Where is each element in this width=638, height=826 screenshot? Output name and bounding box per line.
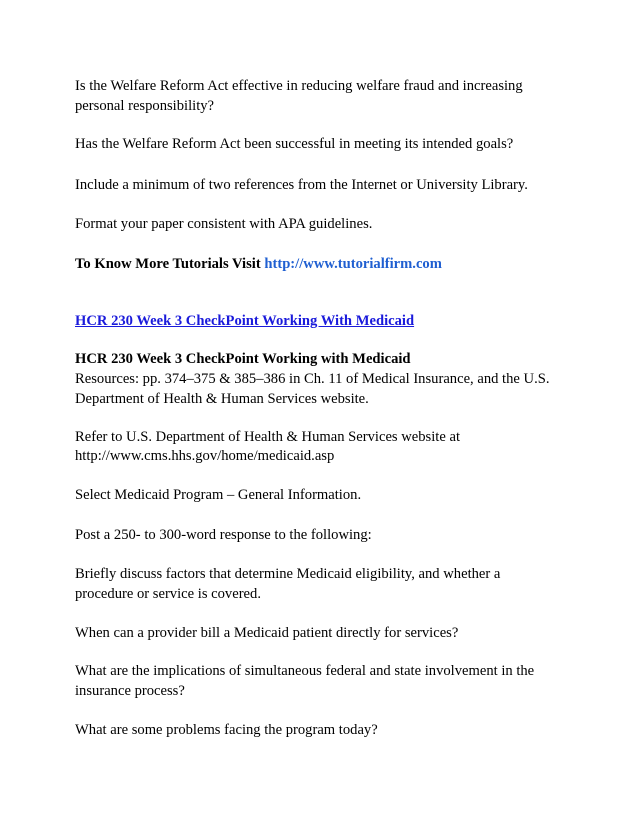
section-heading-link-row (75, 311, 414, 331)
implications-line-2: insurance process? (75, 683, 185, 699)
references-requirement: Include a minimum of two references from the Internet or University Library. (75, 177, 528, 193)
section-title: HCR 230 Week 3 CheckPoint Working with Medicaid (75, 351, 411, 367)
question-welfare-effective-line-2: personal responsibility? (75, 98, 215, 114)
discuss-line-1: Briefly discuss factors that determine Medicaid eligibility, and whether a (75, 566, 501, 582)
promo-url-link[interactable]: http://www.tutorialfirm.com (264, 256, 442, 272)
question-welfare-effective-line-1: Is the Welfare Reform Act effective in reducing welfare fraud and increasing (75, 78, 523, 94)
provider-bill-question: When can a provider bill a Medicaid patient directly for services? (75, 625, 459, 641)
problems-question: What are some problems facing the program today? (75, 722, 378, 738)
refer-url: http://www.cms.hhs.gov/home/medicaid.asp (75, 448, 335, 464)
resources-line-1: Resources: pp. 374–375 & 385–386 in Ch. 11 of Medical Insurance, and the U.S. (75, 371, 550, 387)
promo-label: To Know More Tutorials Visit (75, 256, 261, 272)
select-instruction: Select Medicaid Program – General Information. (75, 487, 362, 503)
refer-line-1: Refer to U.S. Department of Health & Human Services website at (75, 429, 461, 445)
post-instruction: Post a 250- to 300-word response to the following: (75, 527, 372, 543)
resources-line-2: Department of Health & Human Services website. (75, 391, 369, 407)
promo-line (75, 254, 442, 274)
apa-format-requirement: Format your paper consistent with APA guidelines. (75, 216, 373, 232)
section-heading-link[interactable]: HCR 230 Week 3 CheckPoint Working With Medicaid (75, 313, 415, 329)
implications-line-1: What are the implications of simultaneous federal and state involvement in the (75, 663, 535, 679)
discuss-line-2: procedure or service is covered. (75, 586, 261, 602)
question-welfare-goals: Has the Welfare Reform Act been successful in meeting its intended goals? (75, 136, 514, 152)
